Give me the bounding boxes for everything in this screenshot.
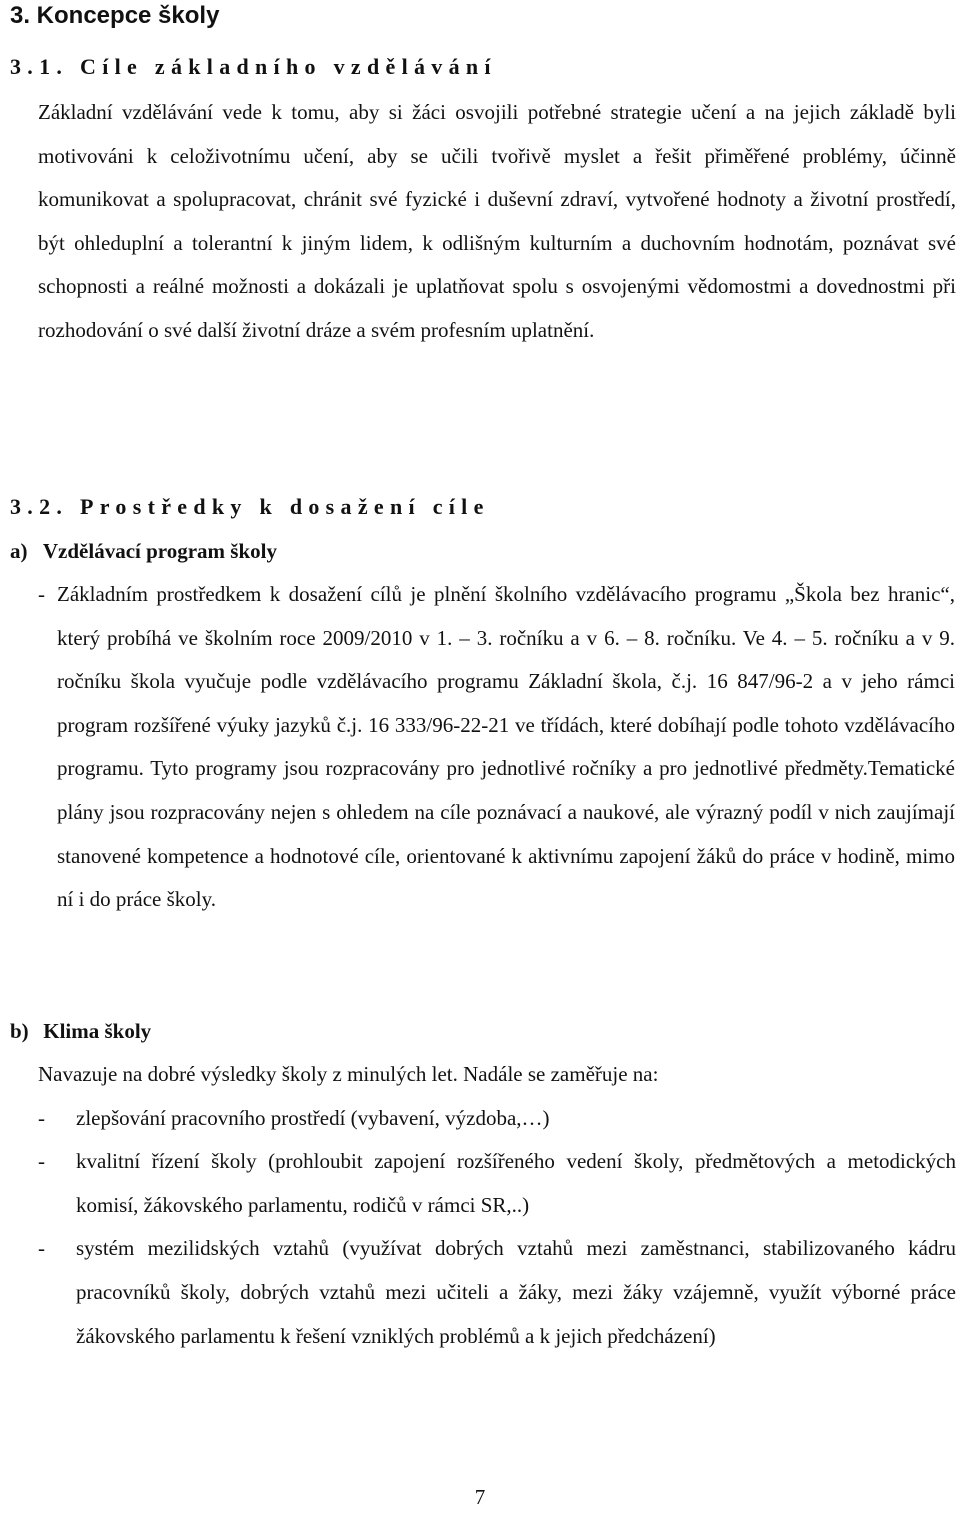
list-item-text: kvalitní řízení školy (prohloubit zapojení rozšířeného vedení školy, předmětových a metodických komisí, žákovského parlamentu, rodičů v rámci SR,..)	[76, 1149, 956, 1217]
subsection-b-title: Klima školy	[43, 1019, 152, 1043]
section-1-heading: 3.1. Cíle základního vzdělávání	[10, 54, 497, 79]
list-item-dash: -	[38, 1149, 45, 1174]
subsection-b-label: b)	[10, 1019, 29, 1043]
subsection-a-heading	[10, 536, 277, 566]
subsection-b-heading	[10, 1016, 151, 1046]
subsection-a-label: a)	[10, 539, 28, 563]
subsection-a-dash: -	[38, 582, 45, 606]
subsection-b-intro: Navazuje na dobré výsledky školy z minulých let. Nadále se zaměřuje na:	[38, 1062, 659, 1086]
list-item-text: zlepšování pracovního prostředí (vybavení, výzdoba,…)	[76, 1105, 550, 1130]
list-item	[38, 1097, 956, 1141]
page-number: 7	[474, 1485, 486, 1509]
list-item-dash: -	[38, 1105, 45, 1130]
list-item-dash: -	[38, 1236, 45, 1261]
subsection-a-title: Vzdělávací program školy	[42, 539, 277, 563]
subsection-a-text: Základním prostředkem k dosažení cílů je plnění školního vzdělávacího programu „Škola bez hranic“, který probíhá ve školním roce 2009/2010 v 1. – 3. ročníku a v 6. – 8. ročníku. Ve 4. – 5. ročníku a v 9. ročníku škola vyučuje podle vzdělávacího programu Základní škola, č.j. 16 847/96-2 a v jeho rámci program rozšířené výuky jazyků č.j. 16 333/96-22-21 ve třídách, které dobíhají podle tohoto vzdělávacího programu. Tyto programy jsou rozpracovány pro jednotlivé ročníky a pro jednotlivé předměty.Tematické plány jsou rozpracovány nejen s ohledem na cíle poznávací a naukové, ale výrazný podíl v nich zaujímají stanovené kompetence a hodnotové cíle, orientované k aktivnímu zapojení žáků do práce v hodině, mimo ní i do práce školy.	[57, 582, 955, 912]
subsection-b-body	[38, 1053, 956, 1358]
section-1-paragraph: Základní vzdělávání vede k tomu, aby si žáci osvojili potřebné strategie učení a na jejich základě byli motivováni k celoživotnímu učení, aby se učili tvořivě myslet a řešit přiměřené problémy, účinně komunikovat a spolupracovat, chránit své fyzické i duševní zdraví, vytvořené hodnoty a životní prostředí, být ohleduplní a tolerantní k jiným lidem, k odlišným kulturním a duchovním hodnotám, poznávat své schopnosti a reálné možnosti a dokázali je uplatňovat spolu s osvojenými vědomostmi a dovednostmi při rozhodování o své další životní dráze a svém profesním uplatnění.	[38, 100, 956, 342]
list-item-text: systém mezilidských vztahů (využívat dobrých vztahů mezi zaměstnanci, stabilizovaného kádru pracovníků školy, dobrých vztahů mezi učiteli a žáky, mezi žáky vzájemně, využít výborné práce žákovského parlamentu k řešení vzniklých problémů a k jejich předcházení)	[76, 1236, 956, 1348]
section-2-heading: 3.2. Prostředky k dosažení cíle	[10, 494, 490, 519]
subsection-a-body	[38, 573, 955, 922]
list-item	[38, 1140, 956, 1227]
chapter-heading: 3. Koncepce školy	[10, 2, 220, 29]
list-item	[38, 1227, 956, 1358]
